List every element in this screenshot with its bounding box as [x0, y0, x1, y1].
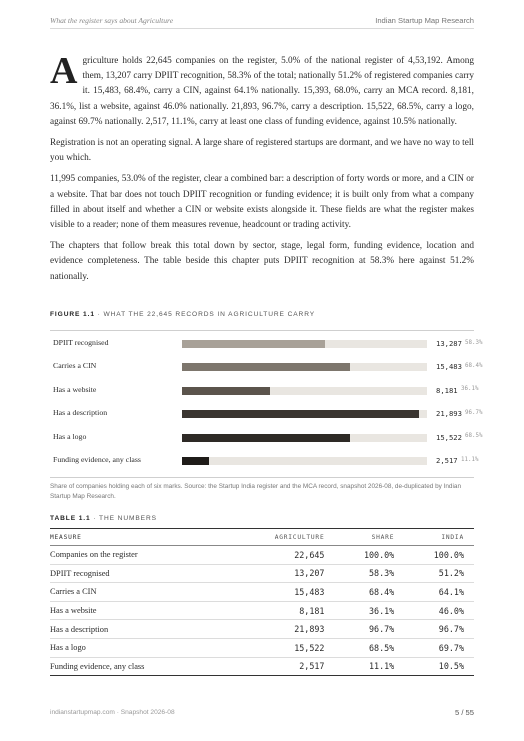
table-row [50, 583, 474, 602]
row-share-value: 36.1% [334, 601, 404, 620]
bar [182, 363, 350, 371]
bar-label: Has a logo [53, 431, 87, 441]
chart-row [50, 332, 483, 355]
bar-chart [50, 330, 483, 478]
row-measure: Has a logo [50, 638, 231, 657]
table-row [50, 601, 474, 620]
bar [182, 434, 350, 442]
row-share-value: 58.3% [334, 564, 404, 583]
row-india-value: 51.2% [404, 564, 474, 583]
row-measure: Has a description [50, 620, 231, 639]
chart-row [50, 402, 483, 425]
bar-label: Funding evidence, any class [53, 455, 141, 464]
running-head-chapter: What the register says about Agriculture [50, 16, 174, 25]
bar-percent-label: 68.5% [465, 433, 483, 440]
row-india-value: 10.5% [404, 657, 474, 676]
row-measure: DPIIT recognised [50, 564, 231, 583]
paragraph-1 [50, 50, 474, 130]
row-measure: Carries a CIN [50, 583, 231, 602]
bar [182, 457, 209, 465]
row-india-value: 96.7% [404, 620, 474, 639]
bar [182, 410, 419, 418]
header-measure: MEASURE [50, 529, 231, 546]
drop-cap: A [50, 50, 78, 92]
bar-count-label: 21,893 [436, 409, 462, 419]
bar-percent-label: 68.4% [465, 362, 483, 369]
paragraph-4: The chapters that follow break this total down by sector, stage, legal form, funding evidence, location and evidence completeness. The table beside this chapter puts DPIIT recognition at 58.3% here against 51.2% nationally. [50, 241, 474, 282]
numbers-table [50, 528, 474, 676]
bar-percent-label: 96.7% [465, 409, 483, 416]
bar-track [182, 387, 427, 395]
running-head-publication: Indian Startup Map Research [375, 16, 474, 25]
row-measure: Funding evidence, any class [50, 657, 231, 676]
row-share-value: 11.1% [334, 657, 404, 676]
figure-source-note: Share of companies holding each of six marks. Source: the Startup India register and the MCA record, snapshot 2026-08, de-duplicated by Indian Startup Map Research. [50, 483, 462, 500]
table-row [50, 564, 474, 583]
row-agriculture-value: 2,517 [231, 657, 335, 676]
table-row [50, 620, 474, 639]
bar-count-label: 15,483 [436, 362, 462, 372]
bar-label: DPIIT recognised [53, 338, 109, 347]
bar-label: Carries a CIN [53, 361, 97, 371]
row-india-value: 64.1% [404, 583, 474, 602]
paragraph-1-text: griculture holds 22,645 companies on the register, 5.0% of the national register of 4,53,192. Among them, 13,207 carry DPIIT recognition, 58.3% of the total; nationally 51.2% of registered companies carry it. 15,483, 68.4%, carry a CIN, against 64.1% nationally. 15,393, 68.0%, carry an MCA record. 8,181, 36.1%, list a website, against 46.0% nationally. 21,893, 96.7%, carry a description. 15,522, 68.5%, carry a logo, against 69.7% nationally. 2,517, 11.1%, carry at least one class of funding evidence, against 10.5% nationally. [50, 56, 474, 127]
body-text [50, 50, 474, 291]
row-measure: Has a website [50, 601, 231, 620]
header-india: INDIA [404, 529, 474, 546]
row-share-value: 100.0% [334, 546, 404, 565]
table-row [50, 657, 474, 676]
table-title: · THE NUMBERS [93, 515, 157, 522]
chart-row [50, 379, 479, 402]
bar-track [182, 410, 427, 418]
paragraph-3: 11,995 companies, 53.0% of the register, clear a combined bar: a description of forty words or more, and a CIN or a website. That bar does not touch DPIIT recognition or funding evidence; it is built only from what a company filled in about itself and whether a CIN or website exists alongside it. These fields are what the register makes visible to a reader; none of them measures revenue, headcount or trading activity. [50, 174, 474, 231]
table-header-row [50, 529, 474, 546]
row-agriculture-value: 15,483 [231, 583, 335, 602]
row-india-value: 46.0% [404, 601, 474, 620]
bar-track [182, 457, 427, 465]
footer-site: indianstartupmap.com · Snapshot 2026-08 [50, 709, 175, 716]
table-label [50, 515, 157, 522]
row-india-value: 100.0% [404, 546, 474, 565]
bar-count-label: 15,522 [436, 432, 462, 442]
figure-title: · WHAT THE 22,645 RECORDS IN AGRICULTURE CARRY [97, 311, 316, 318]
figure-number: FIGURE 1.1 [50, 311, 95, 318]
table-number: TABLE 1.1 [50, 515, 91, 522]
bar-track [182, 340, 427, 348]
row-share-value: 96.7% [334, 620, 404, 639]
row-agriculture-value: 21,893 [231, 620, 335, 639]
bar-percent-label: 36.1% [461, 386, 479, 393]
row-share-value: 68.5% [334, 638, 404, 657]
page-number: 5 / 55 [455, 708, 474, 717]
bar-percent-label: 11.1% [461, 456, 479, 463]
row-share-value: 68.4% [334, 583, 404, 602]
bar-label: Has a website [53, 384, 97, 394]
row-india-value: 69.7% [404, 638, 474, 657]
bar-count-label: 13,287 [436, 339, 462, 348]
bar [182, 340, 325, 348]
paragraph-2: Registration is not an operating signal. A large share of registered startups are dormant, and we have no way to tell you which. [50, 138, 474, 164]
row-agriculture-value: 13,207 [231, 564, 335, 583]
row-agriculture-value: 22,645 [231, 546, 335, 565]
bar-track [182, 434, 427, 442]
table-row [50, 546, 474, 565]
running-head [50, 14, 474, 29]
bar-count-label: 8,181 [436, 385, 458, 395]
header-share: SHARE [334, 529, 404, 546]
row-agriculture-value: 8,181 [231, 601, 335, 620]
bar [182, 387, 270, 395]
chart-row [50, 426, 483, 449]
figure-label [50, 311, 315, 318]
bar-label: Has a description [53, 408, 108, 418]
chart-row [50, 449, 479, 472]
bar-count-label: 2,517 [436, 456, 458, 465]
chart-row [50, 355, 483, 378]
header-agriculture: AGRICULTURE [231, 529, 335, 546]
bar-percent-label: 58.3% [465, 339, 483, 346]
row-agriculture-value: 15,522 [231, 638, 335, 657]
row-measure: Companies on the register [50, 546, 231, 565]
bar-track [182, 363, 427, 371]
page-footer [50, 709, 474, 723]
table-row [50, 638, 474, 657]
